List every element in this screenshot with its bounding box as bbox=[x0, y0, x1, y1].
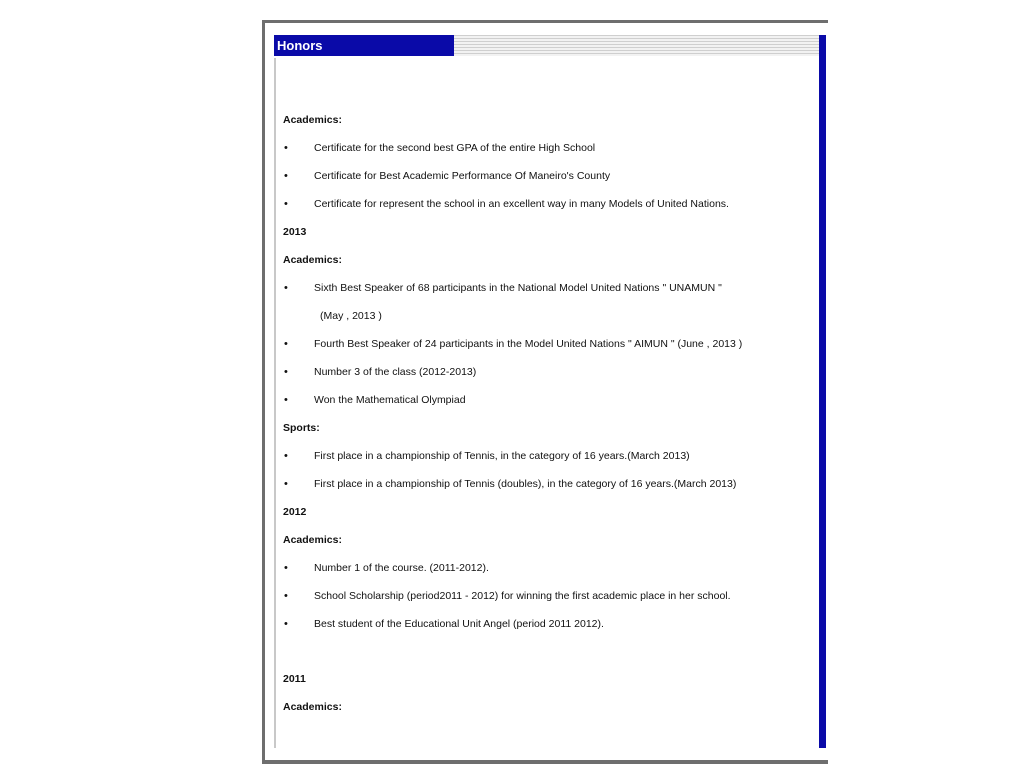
list-item-text: Certificate for represent the school in an excellent way in many Models of United Nations. bbox=[314, 198, 729, 210]
section-heading: Sports: bbox=[283, 422, 320, 434]
bullet-icon: • bbox=[284, 198, 288, 210]
bullet-icon: • bbox=[284, 450, 288, 462]
list-item-text: Certificate for Best Academic Performance Of Maneiro's County bbox=[314, 170, 611, 182]
list-item-text: Certificate for the second best GPA of the entire High School bbox=[314, 142, 596, 154]
section-heading: Academics: bbox=[283, 114, 342, 126]
section-heading: 2011 bbox=[283, 673, 306, 685]
list-item-text: Won the Mathematical Olympiad bbox=[314, 394, 466, 406]
section-heading: Academics: bbox=[283, 254, 342, 266]
section-heading: Academics: bbox=[283, 534, 342, 546]
bullet-icon: • bbox=[284, 478, 288, 490]
bullet-icon: • bbox=[284, 394, 288, 406]
right-accent-bar bbox=[819, 35, 826, 748]
bullet-icon: • bbox=[284, 366, 288, 378]
section-heading: Academics: bbox=[283, 701, 342, 713]
list-item-text: School Scholarship (period2011 - 2012) for winning the first academic place in her school. bbox=[314, 590, 731, 602]
list-item-text: Fourth Best Speaker of 24 participants in the Model United Nations " AIMUN " (June , 2013 ) bbox=[314, 338, 743, 350]
bullet-icon: • bbox=[284, 338, 288, 350]
list-item-text: Number 3 of the class (2012-2013) bbox=[314, 366, 477, 378]
bullet-icon: • bbox=[284, 282, 288, 294]
section-heading: 2013 bbox=[283, 226, 307, 238]
left-rule bbox=[274, 58, 276, 748]
list-item-text: Number 1 of the course. (2011-2012). bbox=[314, 562, 489, 574]
list-item-text: Sixth Best Speaker of 68 participants in the National Model United Nations " UNAMUN " bbox=[314, 282, 722, 294]
bullet-icon: • bbox=[284, 142, 288, 154]
bullet-icon: • bbox=[284, 618, 288, 630]
bullet-icon: • bbox=[284, 170, 288, 182]
list-item-text: First place in a championship of Tennis, in the category of 16 years.(March 2013) bbox=[314, 450, 690, 462]
list-item-text: First place in a championship of Tennis (doubles), in the category of 16 years.(March 2013) bbox=[314, 478, 737, 490]
list-item-text: Best student of the Educational Unit Angel (period 2011 2012). bbox=[314, 618, 604, 630]
section-heading: 2012 bbox=[283, 506, 307, 518]
section-title: Honors bbox=[274, 35, 454, 56]
document-page-frame bbox=[262, 20, 828, 764]
bullet-icon: • bbox=[284, 562, 288, 574]
list-item-text: (May , 2013 ) bbox=[320, 310, 382, 322]
bullet-icon: • bbox=[284, 590, 288, 602]
